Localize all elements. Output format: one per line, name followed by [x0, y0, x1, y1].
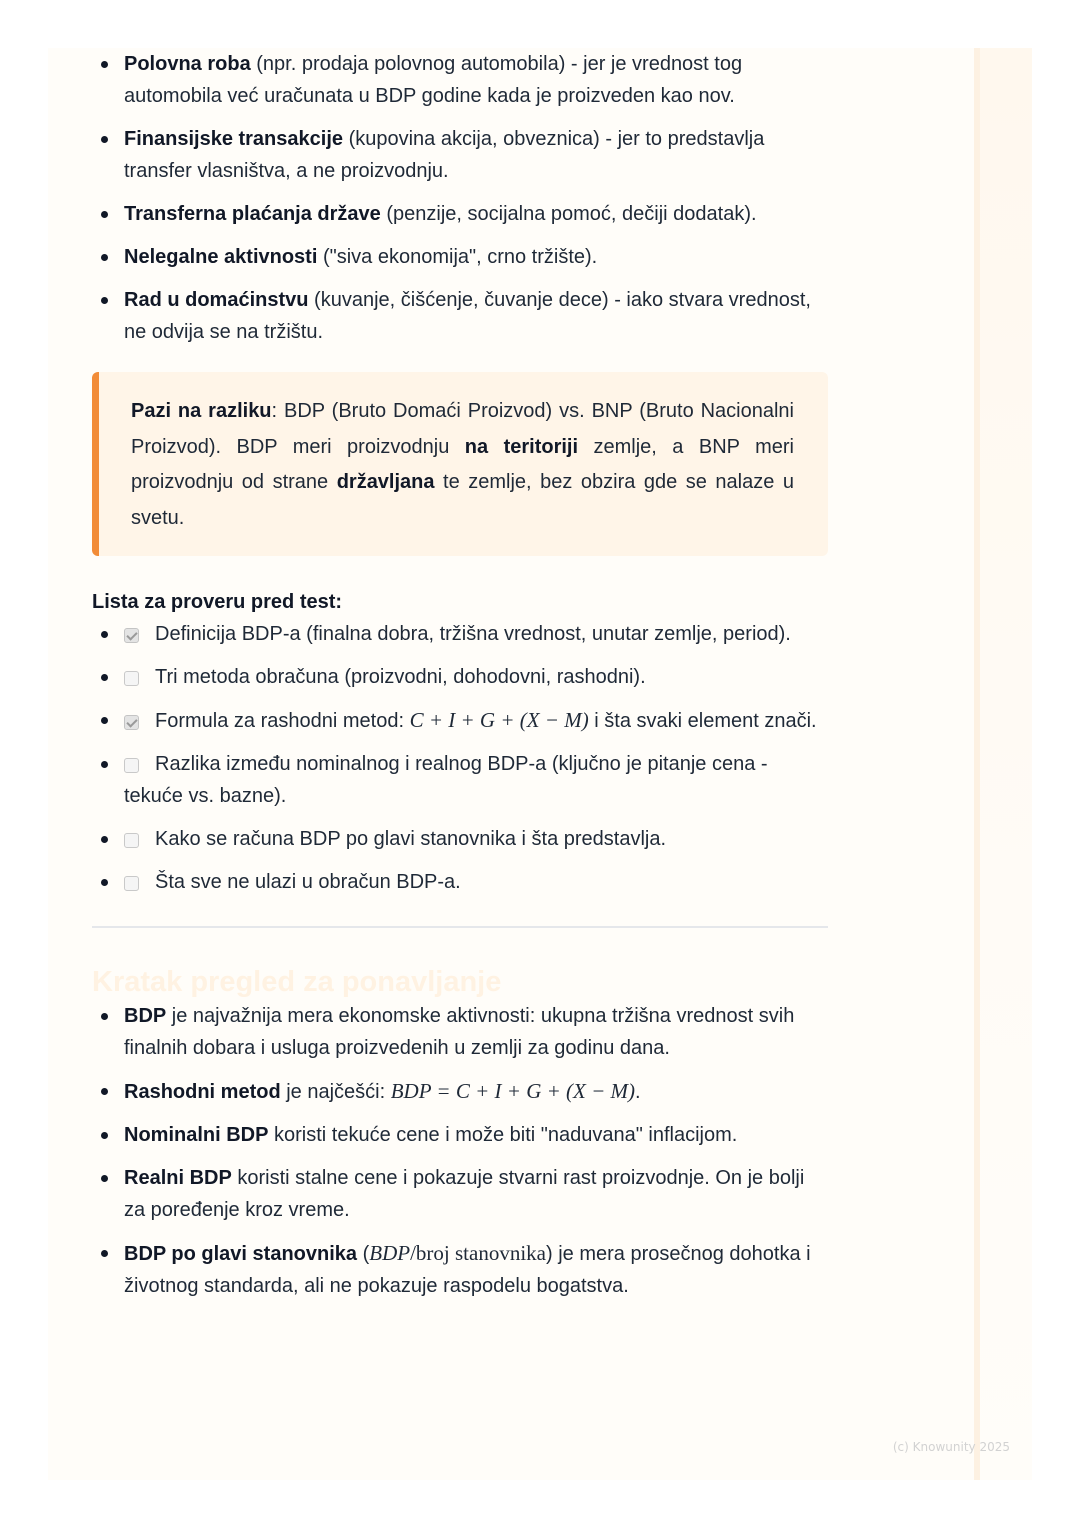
- list-item: Realni BDP koristi stalne cene i pokazuje stvarni rast proizvodnje. On je bolji za poređenje kroz vreme.: [92, 1162, 828, 1226]
- formula: C + I + G + (X − M): [409, 708, 589, 732]
- checkbox[interactable]: [124, 876, 139, 891]
- list-item: Rad u domaćinstvu (kuvanje, čišćenje, čuvanje dece) - iako stvara vrednost, ne odvija se na tržištu.: [92, 284, 828, 348]
- list-item: BDP po glavi stanovnika (BDP/broj stanovnika) je mera prosečnog dohotka i životnog standarda, ali ne pokazuje raspodelu bogatstva.: [92, 1237, 828, 1302]
- checklist-item: Definicija BDP-a (finalna dobra, tržišna vrednost, unutar zemlje, period).: [92, 618, 828, 650]
- checkbox-checked[interactable]: [124, 628, 139, 643]
- checklist: [92, 618, 828, 898]
- divider: [92, 926, 828, 928]
- checkbox[interactable]: [124, 833, 139, 848]
- footer-copyright: (c) Knowunity 2025: [892, 1440, 1010, 1454]
- excluded-items-list: [92, 48, 828, 348]
- formula: BDP/broj stanovnika: [369, 1241, 546, 1265]
- checkbox-checked[interactable]: [124, 715, 139, 730]
- side-band: [980, 48, 1032, 1480]
- callout-note: Pazi na razliku: BDP (Bruto Domaći Proizvod) vs. BNP (Bruto Nacionalni Proizvod). BDP meri proizvodnju na teritoriji zemlje, a BNP meri proizvodnju od strane državljana te zemlje, bez obzira gde se nalaze u svetu.: [92, 372, 828, 556]
- list-item: Nominalni BDP koristi tekuće cene i može biti "naduvana" inflacijom.: [92, 1119, 828, 1151]
- section-heading: Kratak pregled za ponavljanje: [92, 966, 502, 998]
- checklist-item: Šta sve ne ulazi u obračun BDP-a.: [92, 866, 828, 898]
- checklist-item: Tri metoda obračuna (proizvodni, dohodovni, rashodni).: [92, 661, 828, 693]
- list-item: Polovna roba (npr. prodaja polovnog automobila) - jer je vrednost tog automobila već uračunata u BDP godine kada je proizveden kao nov.: [92, 48, 828, 112]
- checkbox[interactable]: [124, 671, 139, 686]
- formula: BDP = C + I + G + (X − M): [390, 1079, 636, 1103]
- document-content: [92, 48, 828, 1313]
- list-item: Rashodni metod je najčešći: BDP = C + I + G + (X − M).: [92, 1075, 828, 1108]
- list-item: Finansijske transakcije (kupovina akcija, obveznica) - jer to predstavlja transfer vlasništva, a ne proizvodnju.: [92, 123, 828, 187]
- checkbox[interactable]: [124, 758, 139, 773]
- checklist-item: Formula za rashodni metod: C + I + G + (X − M) i šta svaki element znači.: [92, 704, 828, 737]
- checklist-item: Kako se računa BDP po glavi stanovnika i šta predstavlja.: [92, 823, 828, 855]
- checklist-title: Lista za proveru pred test:: [92, 591, 343, 613]
- summary-list: [92, 1000, 828, 1302]
- checklist-item: Razlika između nominalnog i realnog BDP-a (ključno je pitanje cena - tekuće vs. bazne).: [92, 748, 828, 812]
- list-item: Nelegalne aktivnosti ("siva ekonomija", crno tržište).: [92, 241, 828, 273]
- list-item: BDP je najvažnija mera ekonomske aktivnosti: ukupna tržišna vrednost svih finalnih dobara i usluga proizvedenih u zemlji za godinu dana.: [92, 1000, 828, 1064]
- list-item: Transferna plaćanja države (penzije, socijalna pomoć, dečiji dodatak).: [92, 198, 828, 230]
